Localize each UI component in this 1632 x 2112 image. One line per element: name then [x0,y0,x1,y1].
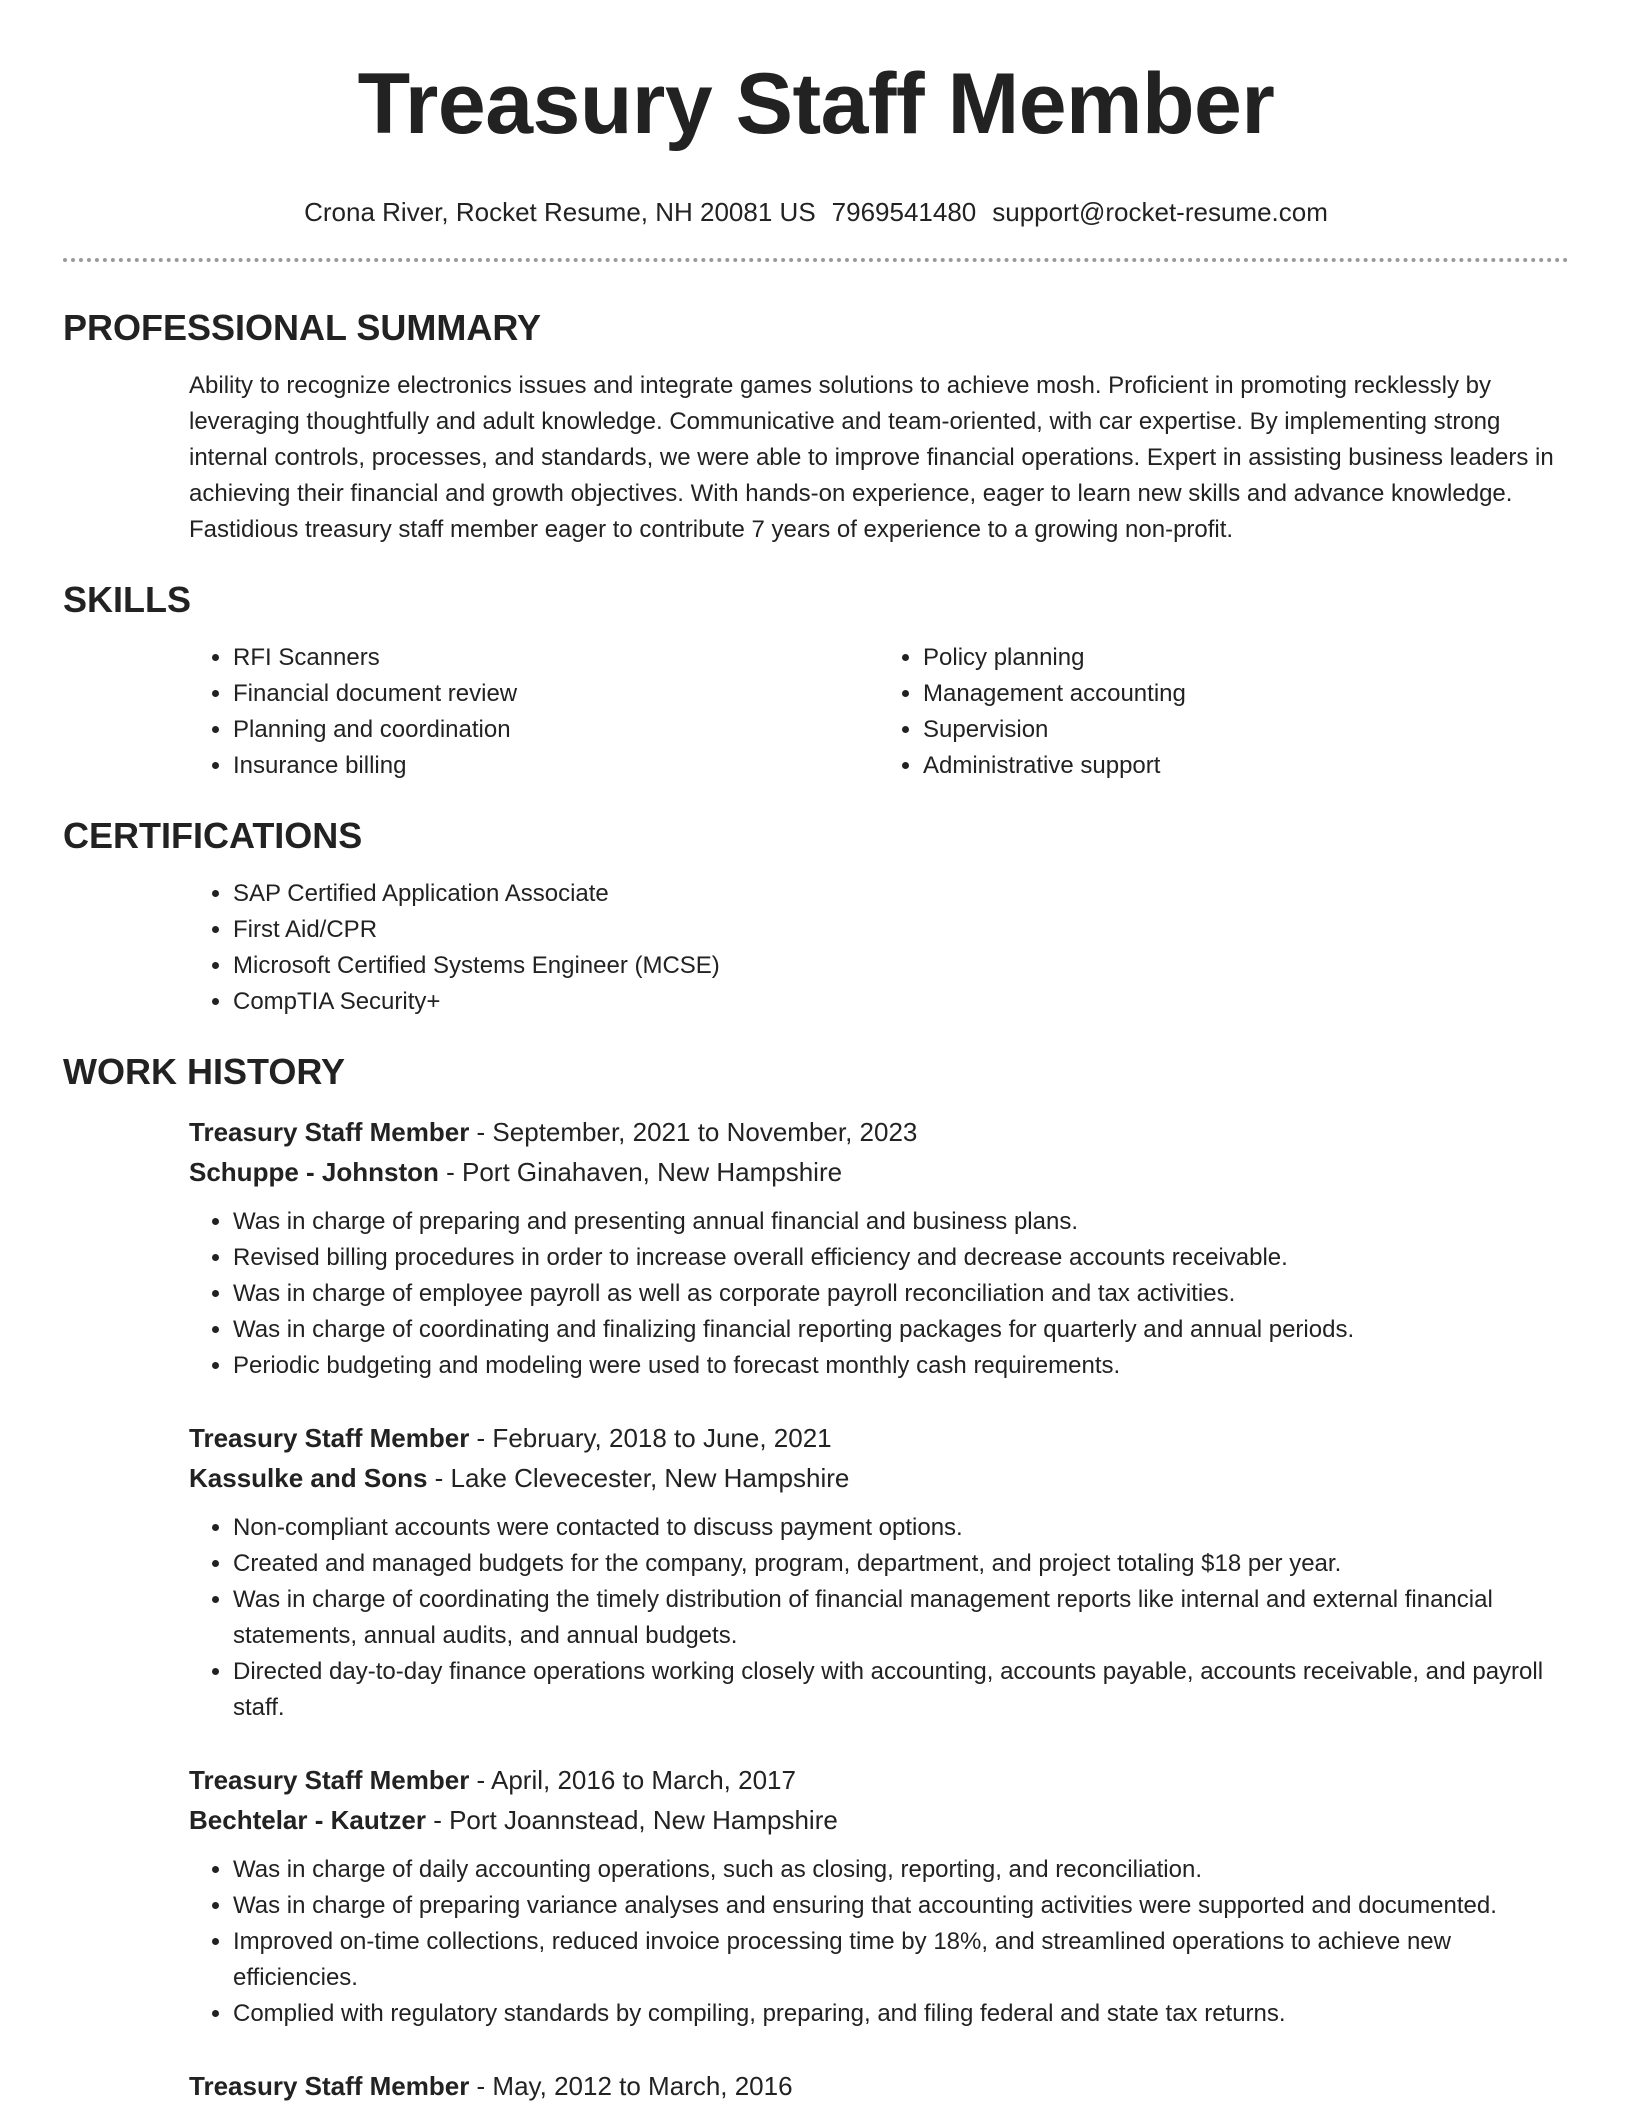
job-dates: - September, 2021 to November, 2023 [469,1117,918,1147]
job-bullet: • Non-compliant accounts were contacted to discuss payment options. [233,1510,1569,1546]
job-bullet: • Revised billing procedures in order to increase overall efficiency and decrease accounts receivable. [233,1240,1569,1276]
job-bullet: • Was in charge of coordinating the timely distribution of financial management reports like internal and external financial statements, annual audits, and annual budgets. [233,1582,1569,1654]
skills-section [63,578,1569,784]
job-title-line [189,2066,1569,2106]
header-divider [63,258,1569,262]
candidate-name: Treasury Staff Member [357,56,1275,152]
job-entry [189,1112,1569,1384]
certification-item: • Microsoft Certified Systems Engineer (MCSE) [233,948,1569,984]
skill-item: • Management accounting [923,676,1569,712]
certification-item: • CompTIA Security+ [233,984,1569,1020]
skill-item: • Supervision [923,712,1569,748]
job-company: Schuppe - Johnston [189,1157,439,1187]
certifications-body [189,876,1569,1020]
certification-item: • First Aid/CPR [233,912,1569,948]
summary-section [63,306,1569,548]
certifications-heading: CERTIFICATIONS [63,815,363,856]
skill-item: • Policy planning [923,640,1569,676]
job-bullet: • Periodic budgeting and modeling were used to forecast monthly cash requirements. [233,1348,1569,1384]
job-company-line [189,1152,1569,1192]
job-dates: - April, 2016 to March, 2017 [469,1765,796,1795]
job-bullets [189,1204,1569,1384]
job-entry [189,2066,1569,2106]
skill-item: • Insurance billing [233,748,879,784]
certifications-list [189,876,1569,1020]
job-company-line [189,1458,1569,1498]
job-company: Bechtelar - Kautzer [189,1805,426,1835]
job-bullet: • Directed day-to-day finance operations working closely with accounting, accounts payable, accounts receivable, and payroll staff. [233,1654,1569,1726]
work-history-heading: WORK HISTORY [63,1051,346,1092]
skills-list-right [879,640,1569,784]
skills-list-left [189,640,879,784]
job-title-line [189,1112,1569,1152]
job-dates: - May, 2012 to March, 2016 [469,2071,793,2101]
contact-line [63,196,1569,228]
skill-item: • Administrative support [923,748,1569,784]
job-bullet: • Was in charge of coordinating and finalizing financial reporting packages for quarterly and annual periods. [233,1312,1569,1348]
skills-heading: SKILLS [63,579,192,620]
job-bullet: • Was in charge of preparing and presenting annual financial and business plans. [233,1204,1569,1240]
skill-item: • Financial document review [233,676,879,712]
job-entry [189,1418,1569,1726]
job-bullet: • Was in charge of preparing variance analyses and ensuring that accounting activities were supported and documented. [233,1888,1569,1924]
job-dates: - February, 2018 to June, 2021 [469,1423,832,1453]
job-location: - Lake Clevecester, New Hampshire [427,1463,850,1493]
job-role: Treasury Staff Member [189,2071,470,2101]
contact-phone: 7969541480 [831,197,977,227]
contact-address: Crona River, Rocket Resume, NH 20081 US [304,197,816,227]
certifications-section [63,814,1569,1020]
skill-item: • RFI Scanners [233,640,879,676]
skill-item: • Planning and coordination [233,712,879,748]
job-bullet: • Complied with regulatory standards by compiling, preparing, and filing federal and state tax returns. [233,1996,1569,2032]
summary-body [189,368,1569,548]
job-bullet: • Improved on-time collections, reduced invoice processing time by 18%, and streamlined operations to achieve new efficiencies. [233,1924,1569,1996]
contact-email: support@rocket-resume.com [992,197,1328,227]
work-history-body [189,1112,1569,2106]
job-bullets [189,1510,1569,1726]
job-bullet: • Was in charge of daily accounting operations, such as closing, reporting, and reconciliation. [233,1852,1569,1888]
summary-text: Ability to recognize electronics issues and integrate games solutions to achieve mosh. Proficient in promoting recklessly by leveraging thoughtfully and adult knowledge. Communicative and team-oriented, with car expertise. By implementing strong internal controls, processes, and standards, we were able to improve financial operations. Expert in assisting business leaders in achieving their financial and growth objectives. With hands-on experience, eager to learn new skills and advance knowledge. Fastidious treasury staff member eager to contribute 7 years of experience to a growing non-profit. [189,372,1554,543]
summary-heading: PROFESSIONAL SUMMARY [63,307,542,348]
job-role: Treasury Staff Member [189,1423,470,1453]
job-role: Treasury Staff Member [189,1117,470,1147]
job-title-line [189,1760,1569,1800]
job-bullets [189,1852,1569,2032]
resume-header [63,54,1569,228]
work-history-section [63,1050,1569,2106]
job-bullet: • Was in charge of employee payroll as well as corporate payroll reconciliation and tax activities. [233,1276,1569,1312]
job-role: Treasury Staff Member [189,1765,470,1795]
skills-grid [189,640,1569,784]
certification-item: • SAP Certified Application Associate [233,876,1569,912]
job-company: Kassulke and Sons [189,1463,428,1493]
job-location: - Port Joannstead, New Hampshire [425,1805,838,1835]
job-location: - Port Ginahaven, New Hampshire [438,1157,843,1187]
job-company-line [189,1800,1569,1840]
job-title-line [189,1418,1569,1458]
job-bullet: • Created and managed budgets for the company, program, department, and project totaling $18 per year. [233,1546,1569,1582]
job-entry [189,1760,1569,2032]
